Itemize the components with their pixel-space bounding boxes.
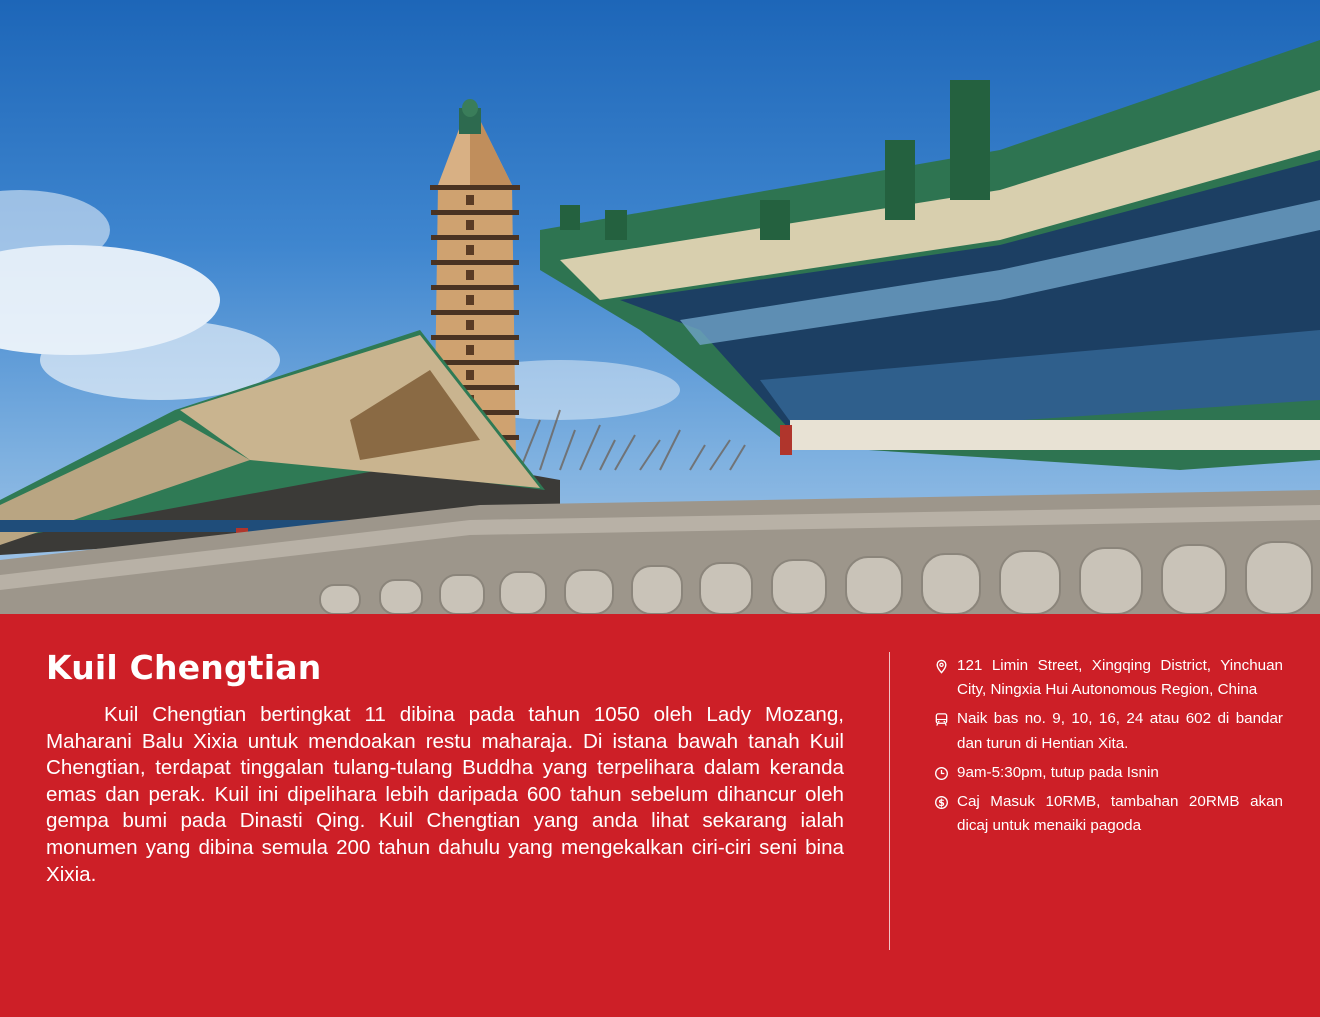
info-list <box>934 654 1283 843</box>
info-address <box>934 654 1283 702</box>
divider <box>889 652 890 950</box>
transport-text: Naik bas no. 9, 10, 16, 24 atau 602 di bandar dan turun di Hentian Xita. <box>957 710 1283 752</box>
clock-icon <box>934 766 949 781</box>
page-title: Kuil Chengtian <box>46 648 322 687</box>
dollar-icon <box>934 795 949 810</box>
info-panel <box>0 614 1320 1017</box>
hours-text: 9am-5:30pm, tutup pada Isnin <box>957 763 1159 781</box>
bus-icon <box>934 712 949 727</box>
address-text: 121 Limin Street, Xingqing District, Yinchuan City, Ningxia Hui Autonomous Region, China <box>957 657 1283 699</box>
info-hours <box>934 761 1283 785</box>
description: Kuil Chengtian bertingkat 11 dibina pada tahun 1050 oleh Lady Mozang, Maharani Balu Xixia untuk mendoakan restu maharaja. Di istana bawah tanah Kuil Chengtian, terdapat tinggalan tulang-tulang Buddha yang terpelihara dalam keranda emas dan perak. Kuil ini dipelihara lebih daripada 600 tahun sebelum dihancur oleh gempa bumi pada Dinasti Qing. Kuil Chengtian yang anda lihat sekarang ialah monumen yang dibina semula 200 tahun dahulu yang mengekalkan ciri-ciri seni bina Xixia. <box>46 703 844 886</box>
svg-text:$: $ <box>938 797 945 809</box>
info-fee <box>934 790 1283 838</box>
location-pin-icon <box>934 659 949 674</box>
info-transport <box>934 707 1283 755</box>
fee-text: Caj Masuk 10RMB, tambahan 20RMB akan dicaj untuk menaiki pagoda <box>957 793 1283 835</box>
